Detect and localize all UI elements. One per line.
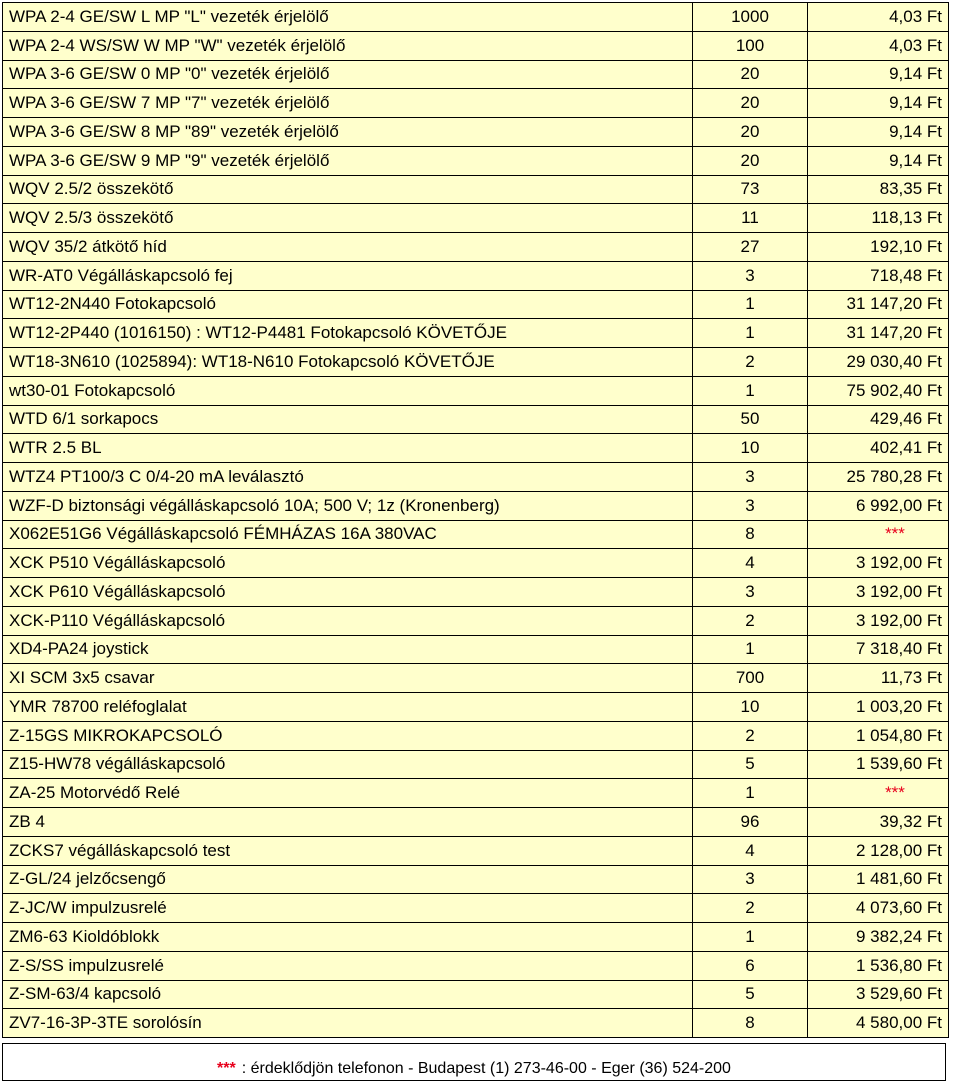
product-name-cell: ZCKS7 végálláskapcsoló test [3, 836, 693, 865]
quantity-cell: 73 [693, 175, 808, 204]
quantity-cell: 100 [693, 31, 808, 60]
price-cell: 7 318,40 Ft [808, 635, 949, 664]
quantity-cell: 5 [693, 980, 808, 1009]
product-name-cell: WT18-3N610 (1025894): WT18-N610 Fotokapcsoló KÖVETŐJE [3, 348, 693, 377]
quantity-cell: 27 [693, 233, 808, 262]
product-name-cell: WT12-2P440 (1016150) : WT12-P4481 Fotokapcsoló KÖVETŐJE [3, 319, 693, 348]
quantity-cell: 8 [693, 520, 808, 549]
table-row [3, 175, 949, 204]
product-name-cell: ZA-25 Motorvédő Relé [3, 779, 693, 808]
product-name-cell: WPA 2-4 WS/SW W MP "W" vezeték érjelölő [3, 31, 693, 60]
footer-contact-text: : érdeklődjön telefonon - Budapest (1) 273-46-00 - Eger (36) 524-200 [241, 1060, 731, 1077]
table-row [3, 578, 949, 607]
table-row [3, 520, 949, 549]
product-name-cell: WPA 3-6 GE/SW 0 MP "0" vezeték érjelölő [3, 60, 693, 89]
product-name-cell: Z-SM-63/4 kapcsoló [3, 980, 693, 1009]
product-name-cell: ZV7-16-3P-3TE sorolósín [3, 1009, 693, 1038]
table-row [3, 693, 949, 722]
quantity-cell: 1000 [693, 3, 808, 32]
product-name-cell: WZF-D biztonsági végálláskapcsoló 10A; 500 V; 1z (Kronenberg) [3, 491, 693, 520]
product-name-cell: Z-JC/W impulzusrelé [3, 894, 693, 923]
price-list-sheet [2, 2, 958, 1038]
price-cell: 39,32 Ft [808, 808, 949, 837]
price-cell: 429,46 Ft [808, 405, 949, 434]
price-cell: 4,03 Ft [808, 31, 949, 60]
price-cell: 31 147,20 Ft [808, 290, 949, 319]
quantity-cell: 10 [693, 693, 808, 722]
price-cell: 1 539,60 Ft [808, 750, 949, 779]
quantity-cell: 4 [693, 549, 808, 578]
quantity-cell: 3 [693, 491, 808, 520]
quantity-cell: 1 [693, 319, 808, 348]
table-row [3, 836, 949, 865]
product-name-cell: WPA 2-4 GE/SW L MP "L" vezeték érjelölő [3, 3, 693, 32]
table-row [3, 635, 949, 664]
quantity-cell: 11 [693, 204, 808, 233]
quantity-cell: 2 [693, 894, 808, 923]
product-name-cell: WQV 2.5/3 összekötő [3, 204, 693, 233]
price-cell: *** [808, 779, 949, 808]
table-row [3, 808, 949, 837]
table-row [3, 491, 949, 520]
quantity-cell: 1 [693, 635, 808, 664]
footer-note [2, 1043, 946, 1081]
price-cell: *** [808, 520, 949, 549]
product-name-cell: Z-GL/24 jelzőcsengő [3, 865, 693, 894]
quantity-cell: 3 [693, 578, 808, 607]
table-row [3, 261, 949, 290]
quantity-cell: 20 [693, 60, 808, 89]
table-row [3, 3, 949, 32]
table-row [3, 204, 949, 233]
quantity-cell: 4 [693, 836, 808, 865]
product-name-cell: Z-S/SS impulzusrelé [3, 951, 693, 980]
quantity-cell: 2 [693, 606, 808, 635]
quantity-cell: 1 [693, 779, 808, 808]
product-name-cell: ZB 4 [3, 808, 693, 837]
table-row [3, 721, 949, 750]
quantity-cell: 5 [693, 750, 808, 779]
table-row [3, 951, 949, 980]
table-row [3, 319, 949, 348]
table-row [3, 89, 949, 118]
product-name-cell: WTZ4 PT100/3 C 0/4-20 mA leválasztó [3, 463, 693, 492]
price-cell: 3 529,60 Ft [808, 980, 949, 1009]
table-row [3, 376, 949, 405]
price-cell: 4,03 Ft [808, 3, 949, 32]
price-cell: 118,13 Ft [808, 204, 949, 233]
table-row [3, 1009, 949, 1038]
quantity-cell: 700 [693, 664, 808, 693]
quantity-cell: 8 [693, 1009, 808, 1038]
product-name-cell: Z15-HW78 végálláskapcsoló [3, 750, 693, 779]
quantity-cell: 20 [693, 118, 808, 147]
product-name-cell: WPA 3-6 GE/SW 8 MP "89" vezeték érjelölő [3, 118, 693, 147]
product-name-cell: XCK-P110 Végálláskapcsoló [3, 606, 693, 635]
price-cell: 9 382,24 Ft [808, 923, 949, 952]
product-name-cell: WTD 6/1 sorkapocs [3, 405, 693, 434]
quantity-cell: 2 [693, 721, 808, 750]
quantity-cell: 3 [693, 865, 808, 894]
price-cell: 718,48 Ft [808, 261, 949, 290]
table-row [3, 894, 949, 923]
table-row [3, 60, 949, 89]
table-row [3, 923, 949, 952]
product-name-cell: WQV 2.5/2 összekötő [3, 175, 693, 204]
product-name-cell: WQV 35/2 átkötő híd [3, 233, 693, 262]
price-cell: 9,14 Ft [808, 89, 949, 118]
price-table [2, 2, 949, 1038]
product-name-cell: XCK P510 Végálláskapcsoló [3, 549, 693, 578]
product-name-cell: YMR 78700 reléfoglalat [3, 693, 693, 722]
product-name-cell: XCK P610 Végálláskapcsoló [3, 578, 693, 607]
price-cell: 9,14 Ft [808, 146, 949, 175]
price-cell: 11,73 Ft [808, 664, 949, 693]
product-name-cell: XI SCM 3x5 csavar [3, 664, 693, 693]
product-name-cell: WTR 2.5 BL [3, 434, 693, 463]
table-row [3, 549, 949, 578]
price-cell: 29 030,40 Ft [808, 348, 949, 377]
quantity-cell: 20 [693, 89, 808, 118]
price-cell: 3 192,00 Ft [808, 549, 949, 578]
table-row [3, 290, 949, 319]
price-cell: 1 481,60 Ft [808, 865, 949, 894]
quantity-cell: 20 [693, 146, 808, 175]
quantity-cell: 6 [693, 951, 808, 980]
product-name-cell: WT12-2N440 Fotokapcsoló [3, 290, 693, 319]
product-name-cell: XD4-PA24 joystick [3, 635, 693, 664]
quantity-cell: 1 [693, 290, 808, 319]
product-name-cell: X062E51G6 Végálláskapcsoló FÉMHÁZAS 16A 380VAC [3, 520, 693, 549]
price-cell: 9,14 Ft [808, 118, 949, 147]
quantity-cell: 96 [693, 808, 808, 837]
price-cell: 3 192,00 Ft [808, 578, 949, 607]
product-name-cell: WR-AT0 Végálláskapcsoló fej [3, 261, 693, 290]
price-cell: 6 992,00 Ft [808, 491, 949, 520]
price-cell: 3 192,00 Ft [808, 606, 949, 635]
price-cell: 25 780,28 Ft [808, 463, 949, 492]
quantity-cell: 10 [693, 434, 808, 463]
table-row [3, 31, 949, 60]
price-cell: 4 580,00 Ft [808, 1009, 949, 1038]
table-row [3, 405, 949, 434]
quantity-cell: 1 [693, 376, 808, 405]
price-table-body [3, 3, 949, 1038]
price-cell: 2 128,00 Ft [808, 836, 949, 865]
price-cell: 75 902,40 Ft [808, 376, 949, 405]
product-name-cell: WPA 3-6 GE/SW 9 MP "9" vezeték érjelölő [3, 146, 693, 175]
product-name-cell: Z-15GS MIKROKAPCSOLÓ [3, 721, 693, 750]
table-row [3, 980, 949, 1009]
product-name-cell: WPA 3-6 GE/SW 7 MP "7" vezeték érjelölő [3, 89, 693, 118]
product-name-cell: wt30-01 Fotokapcsoló [3, 376, 693, 405]
table-row [3, 118, 949, 147]
price-cell: 402,41 Ft [808, 434, 949, 463]
table-row [3, 463, 949, 492]
table-row [3, 779, 949, 808]
price-cell: 31 147,20 Ft [808, 319, 949, 348]
price-cell: 192,10 Ft [808, 233, 949, 262]
price-cell: 1 536,80 Ft [808, 951, 949, 980]
table-row [3, 606, 949, 635]
quantity-cell: 50 [693, 405, 808, 434]
price-cell: 1 003,20 Ft [808, 693, 949, 722]
table-row [3, 750, 949, 779]
table-row [3, 865, 949, 894]
price-cell: 83,35 Ft [808, 175, 949, 204]
quantity-cell: 2 [693, 348, 808, 377]
product-name-cell: ZM6-63 Kioldóblokk [3, 923, 693, 952]
table-row [3, 434, 949, 463]
table-row [3, 348, 949, 377]
price-cell: 9,14 Ft [808, 60, 949, 89]
price-cell: 1 054,80 Ft [808, 721, 949, 750]
quantity-cell: 3 [693, 463, 808, 492]
table-row [3, 146, 949, 175]
quantity-cell: 3 [693, 261, 808, 290]
table-row [3, 664, 949, 693]
price-cell: 4 073,60 Ft [808, 894, 949, 923]
footer-stars: *** [217, 1060, 236, 1077]
quantity-cell: 1 [693, 923, 808, 952]
table-row [3, 233, 949, 262]
